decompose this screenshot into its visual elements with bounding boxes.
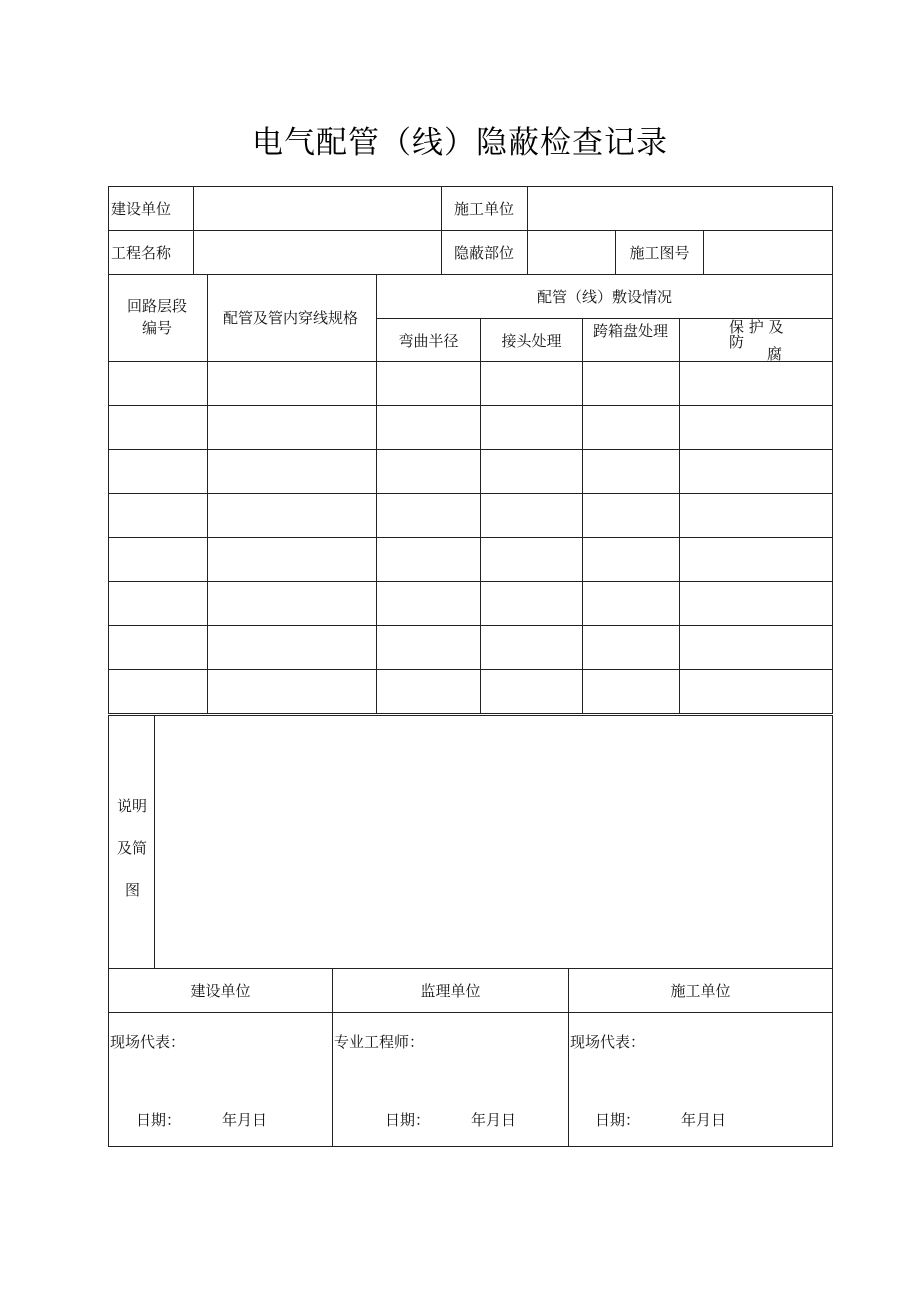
table-cell-spec[interactable] bbox=[207, 669, 377, 714]
sig-build-unit-header bbox=[108, 968, 333, 1013]
sig-supervision-unit-cell[interactable] bbox=[332, 1012, 569, 1147]
table-cell-joint[interactable] bbox=[480, 361, 583, 406]
bend-radius-header-text: 弯曲半径 bbox=[398, 331, 459, 350]
table-cell-joint[interactable] bbox=[480, 625, 583, 670]
drawing-no-field[interactable] bbox=[703, 230, 833, 275]
table-cell-box-crossing[interactable] bbox=[582, 361, 680, 406]
table-cell-circuit[interactable] bbox=[108, 361, 208, 406]
sig-construct-unit-cell[interactable] bbox=[568, 1012, 833, 1147]
engineer-label: 专业工程师： bbox=[334, 1033, 425, 1051]
build-unit-field[interactable] bbox=[193, 186, 442, 231]
table-cell-bend-radius[interactable] bbox=[376, 449, 481, 494]
box-crossing-header bbox=[582, 318, 680, 362]
circuit-header-line1: 回路层段 bbox=[127, 297, 188, 315]
build-rep-label: 现场代表： bbox=[110, 1033, 186, 1051]
notes-label-line1: 说明 bbox=[117, 797, 148, 815]
notes-label-line2: 及简 bbox=[117, 839, 148, 857]
table-cell-spec[interactable] bbox=[207, 405, 377, 450]
sig-supervision-unit-header bbox=[332, 968, 569, 1013]
construct-unit-label bbox=[441, 186, 528, 231]
table-cell-circuit[interactable] bbox=[108, 405, 208, 450]
joint-header-text: 接头处理 bbox=[501, 331, 562, 350]
table-cell-joint[interactable] bbox=[480, 493, 583, 538]
table-cell-bend-radius[interactable] bbox=[376, 625, 481, 670]
table-cell-box-crossing[interactable] bbox=[582, 581, 680, 626]
table-cell-protection[interactable] bbox=[679, 669, 833, 714]
circuit-header-line2: 编号 bbox=[142, 319, 173, 337]
protection-header-line3: 腐 bbox=[767, 345, 783, 363]
table-cell-circuit[interactable] bbox=[108, 449, 208, 494]
sig-build-unit-cell[interactable] bbox=[108, 1012, 333, 1147]
spec-header-text: 配管及管内穿线规格 bbox=[223, 309, 359, 327]
table-cell-protection[interactable] bbox=[679, 405, 833, 450]
table-cell-box-crossing[interactable] bbox=[582, 625, 680, 670]
table-cell-protection[interactable] bbox=[679, 493, 833, 538]
drawing-no-label-text: 施工图号 bbox=[629, 244, 690, 262]
box-crossing-header-text: 跨箱盘处理 bbox=[593, 322, 669, 340]
build-date-format: 年月日 bbox=[222, 1111, 268, 1129]
table-cell-joint[interactable] bbox=[480, 581, 583, 626]
construct-date-format: 年月日 bbox=[681, 1111, 727, 1129]
construct-unit-label-text: 施工单位 bbox=[454, 200, 515, 218]
concealed-part-label-text: 隐蔽部位 bbox=[454, 244, 515, 262]
notes-label-cell bbox=[108, 715, 155, 969]
table-cell-box-crossing[interactable] bbox=[582, 449, 680, 494]
project-name-field[interactable] bbox=[193, 230, 442, 275]
construct-unit-field[interactable] bbox=[527, 186, 833, 231]
build-unit-label-text: 建设单位 bbox=[111, 200, 172, 218]
concealed-part-label bbox=[441, 230, 528, 275]
table-cell-protection[interactable] bbox=[679, 581, 833, 626]
protection-header-line2: 防 bbox=[729, 333, 745, 351]
supervision-date-label: 日期： bbox=[385, 1111, 431, 1129]
table-cell-bend-radius[interactable] bbox=[376, 581, 481, 626]
table-cell-joint[interactable] bbox=[480, 449, 583, 494]
table-cell-bend-radius[interactable] bbox=[376, 405, 481, 450]
table-cell-circuit[interactable] bbox=[108, 581, 208, 626]
supervision-date-format: 年月日 bbox=[471, 1111, 517, 1129]
table-cell-joint[interactable] bbox=[480, 405, 583, 450]
table-cell-spec[interactable] bbox=[207, 537, 377, 582]
construct-date-label: 日期： bbox=[595, 1111, 641, 1129]
notes-area[interactable] bbox=[154, 715, 833, 969]
circuit-header bbox=[108, 274, 208, 362]
table-cell-circuit[interactable] bbox=[108, 669, 208, 714]
table-cell-bend-radius[interactable] bbox=[376, 669, 481, 714]
construct-rep-label: 现场代表： bbox=[570, 1033, 646, 1051]
table-cell-protection[interactable] bbox=[679, 537, 833, 582]
bend-radius-header bbox=[376, 318, 481, 362]
drawing-no-label bbox=[615, 230, 704, 275]
table-cell-joint[interactable] bbox=[480, 669, 583, 714]
table-cell-bend-radius[interactable] bbox=[376, 537, 481, 582]
table-cell-circuit[interactable] bbox=[108, 537, 208, 582]
table-cell-bend-radius[interactable] bbox=[376, 493, 481, 538]
sig-construct-unit-header bbox=[568, 968, 833, 1013]
table-cell-spec[interactable] bbox=[207, 361, 377, 406]
notes-label-line3: 图 bbox=[125, 881, 141, 899]
table-cell-protection[interactable] bbox=[679, 361, 833, 406]
table-cell-protection[interactable] bbox=[679, 625, 833, 670]
table-cell-box-crossing[interactable] bbox=[582, 669, 680, 714]
table-cell-joint[interactable] bbox=[480, 537, 583, 582]
table-cell-spec[interactable] bbox=[207, 625, 377, 670]
laying-group-header-text: 配管（线）敷设情况 bbox=[536, 288, 672, 306]
protection-header-line1: 保 护 及 bbox=[729, 318, 784, 336]
table-cell-spec[interactable] bbox=[207, 581, 377, 626]
protection-header bbox=[679, 318, 833, 362]
project-name-label-text: 工程名称 bbox=[111, 244, 172, 262]
table-cell-box-crossing[interactable] bbox=[582, 493, 680, 538]
table-cell-circuit[interactable] bbox=[108, 493, 208, 538]
joint-header bbox=[480, 318, 583, 362]
inspection-form bbox=[108, 186, 833, 1147]
spec-header bbox=[207, 274, 377, 362]
concealed-part-field[interactable] bbox=[527, 230, 616, 275]
table-cell-box-crossing[interactable] bbox=[582, 537, 680, 582]
sig-build-unit-header-text: 建设单位 bbox=[190, 982, 251, 1000]
sig-construct-unit-header-text: 施工单位 bbox=[670, 982, 731, 1000]
sig-supervision-unit-header-text: 监理单位 bbox=[420, 982, 481, 1000]
table-cell-protection[interactable] bbox=[679, 449, 833, 494]
build-date-label: 日期： bbox=[136, 1111, 182, 1129]
project-name-label bbox=[108, 230, 194, 275]
table-cell-spec[interactable] bbox=[207, 493, 377, 538]
laying-group-header bbox=[376, 274, 833, 319]
table-cell-circuit[interactable] bbox=[108, 625, 208, 670]
table-cell-bend-radius[interactable] bbox=[376, 361, 481, 406]
build-unit-label bbox=[108, 186, 194, 231]
page-title: 电气配管（线）隐蔽检查记录 bbox=[252, 125, 668, 161]
table-cell-box-crossing[interactable] bbox=[582, 405, 680, 450]
table-cell-spec[interactable] bbox=[207, 449, 377, 494]
